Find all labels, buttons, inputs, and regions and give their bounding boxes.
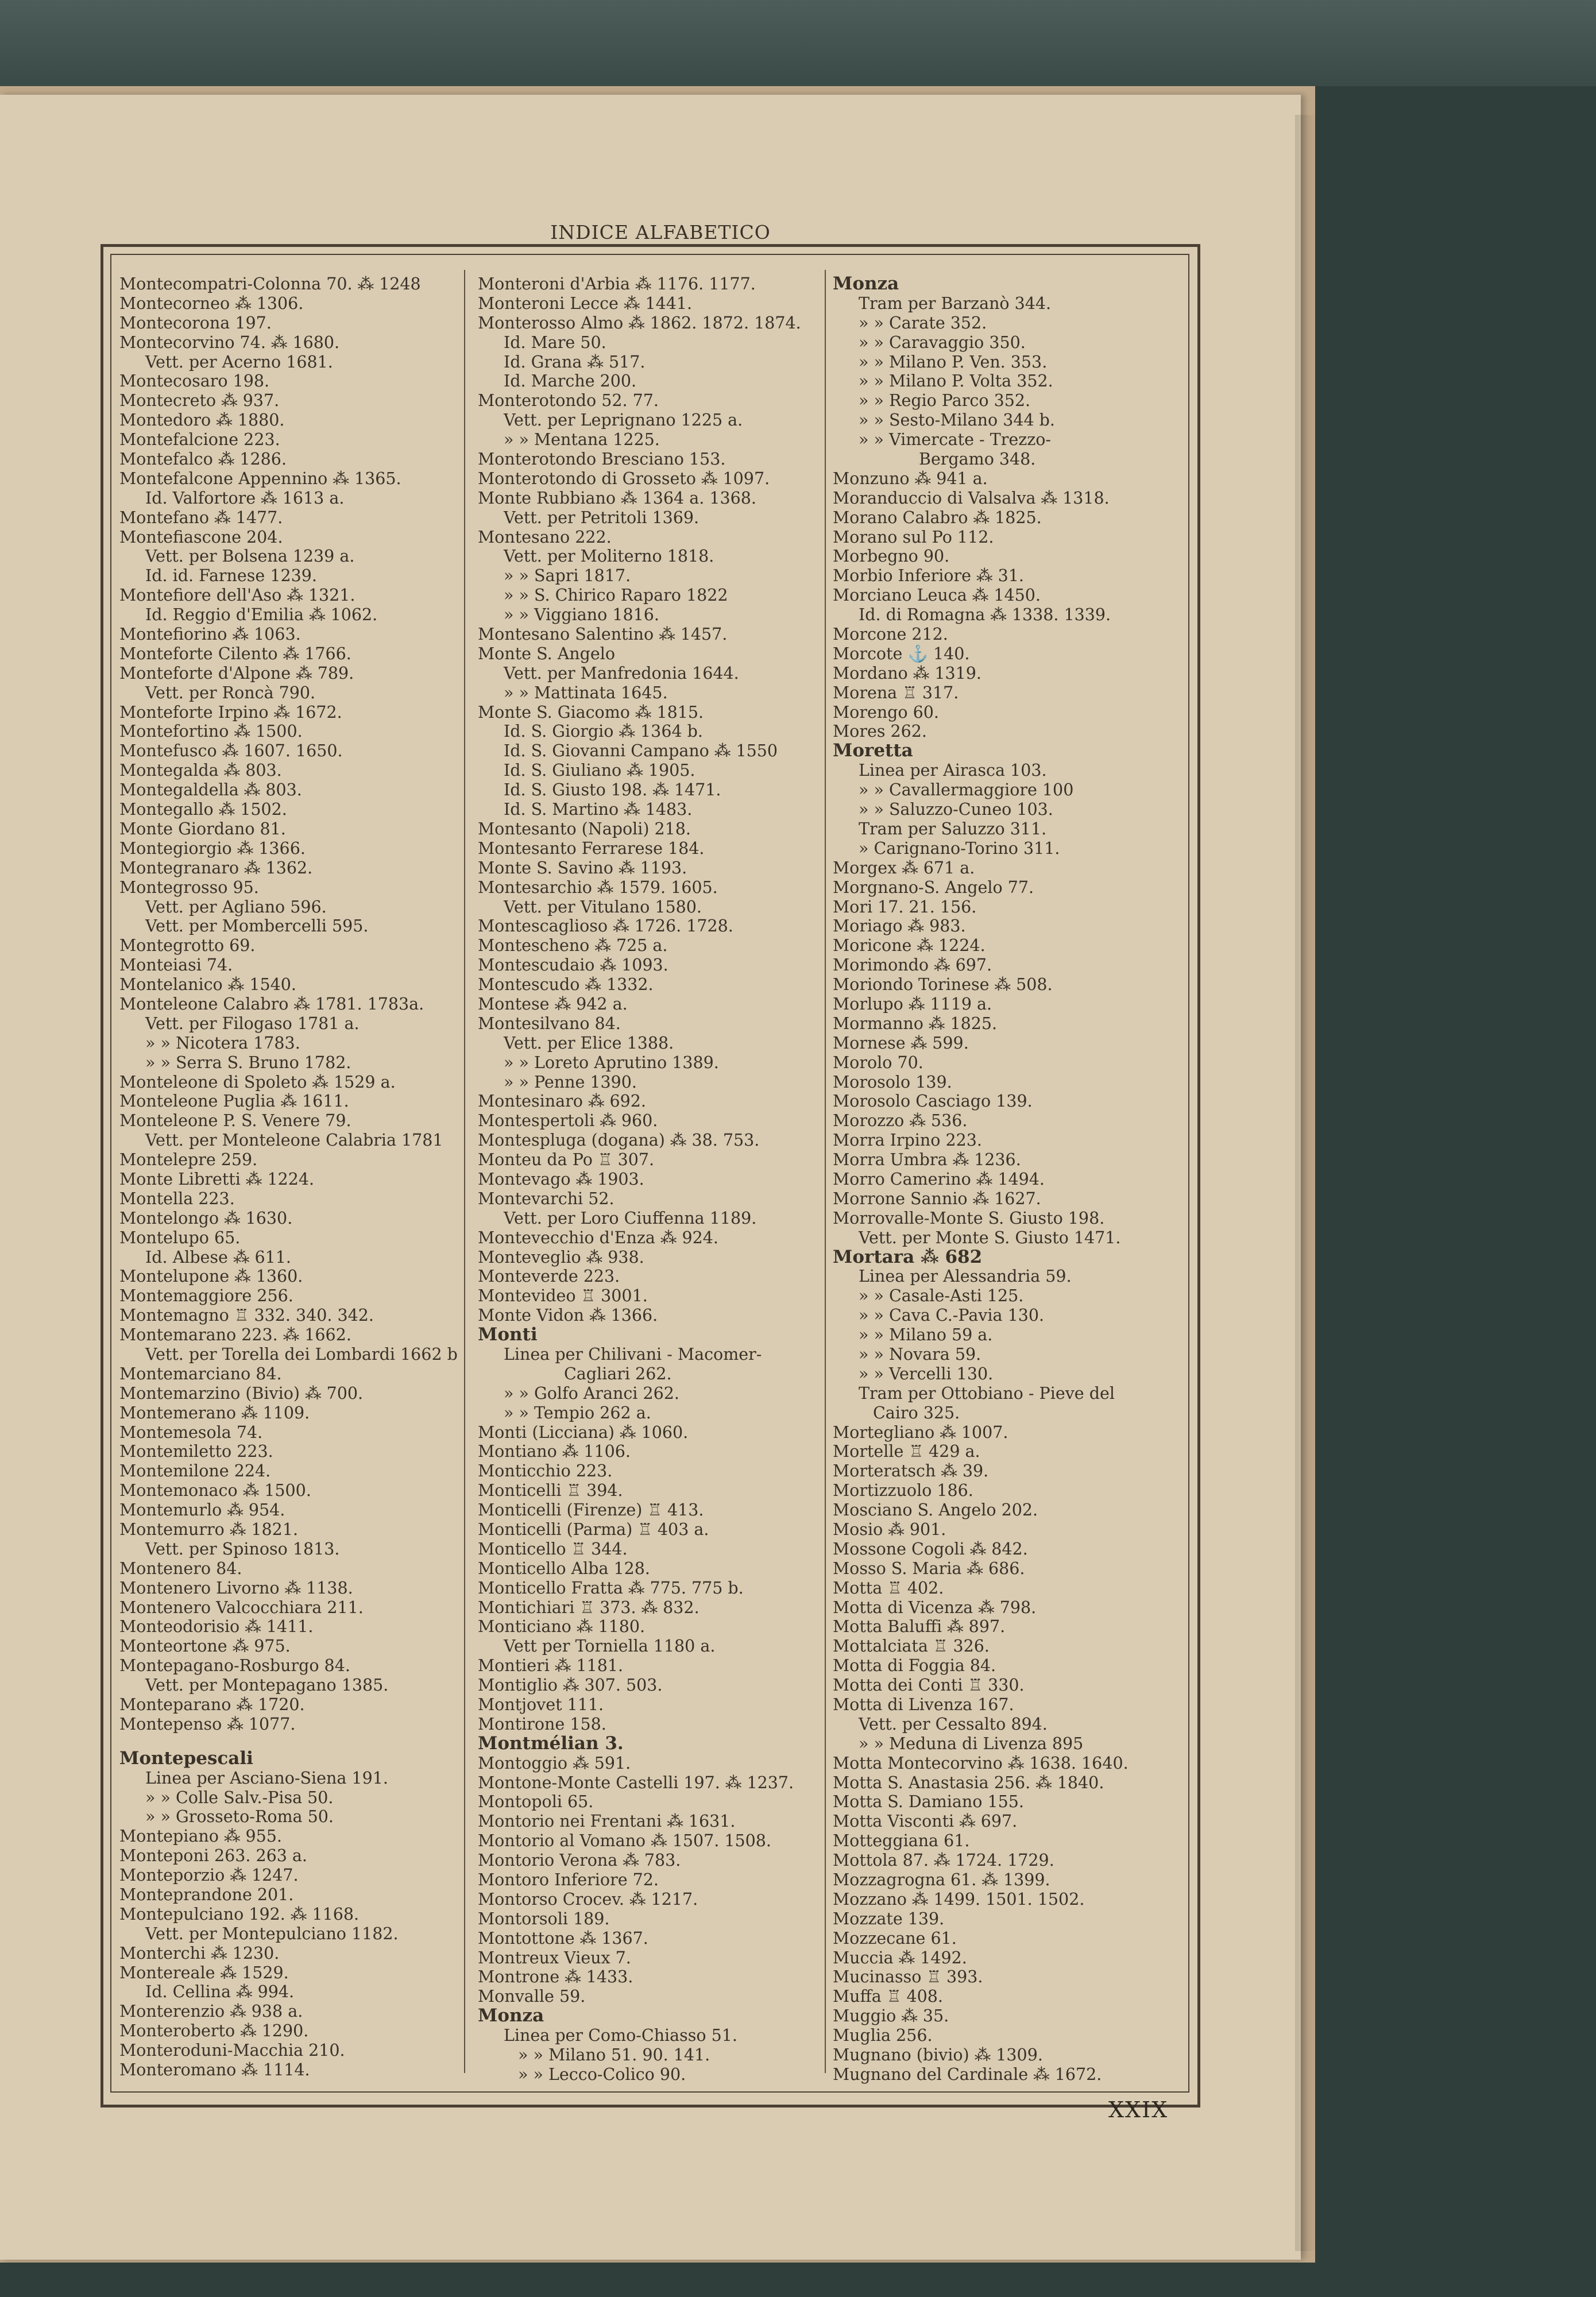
index-entry: Montemarano 223. ⁂ 1662.: [119, 1325, 351, 1345]
index-entry: Morrone Sannio ⁂ 1627.: [833, 1189, 1041, 1208]
index-entry: Monteromano ⁂ 1114.: [119, 2060, 310, 2080]
index-entry: Motta dei Conti ♖ 330.: [833, 1676, 1025, 1695]
index-entry: Montenero Livorno ⁂ 1138.: [119, 1578, 353, 1598]
index-entry: Monteu da Po ♖ 307.: [478, 1150, 655, 1170]
index-entry: Monte Vidon ⁂ 1366.: [478, 1306, 658, 1325]
index-entry: Morro Camerino ⁂ 1494.: [833, 1169, 1045, 1189]
index-heading: Monza: [833, 274, 899, 294]
index-entry: Montefano ⁂ 1477.: [119, 508, 283, 527]
index-entry: » » Milano 59 a.: [859, 1325, 993, 1345]
index-entry: Vett. per Loro Ciuffenna 1189.: [504, 1208, 757, 1228]
index-entry: Montecompatri-Colonna 70. ⁂ 1248: [119, 274, 421, 293]
index-entry: Id. Albese ⁂ 611.: [145, 1247, 291, 1267]
index-entry: Vett. per Bolsena 1239 a.: [145, 547, 355, 566]
index-entry: Mozzecane 61.: [833, 1928, 957, 1948]
index-entry: Morra Umbra ⁂ 1236.: [833, 1150, 1021, 1170]
index-entry: Muglia 256.: [833, 2026, 933, 2045]
index-entry: » » Colle Salv.-Pisa 50.: [145, 1788, 334, 1807]
index-entry: Vett. per Moliterno 1818.: [504, 547, 714, 566]
index-entry: Montenero 84.: [119, 1559, 242, 1578]
index-entry: Montescudaio ⁂ 1093.: [478, 956, 668, 975]
index-entry: Montecorona 197.: [119, 313, 272, 332]
index-entry: Montorio al Vomano ⁂ 1507. 1508.: [478, 1831, 771, 1851]
index-entry: » » Viggiano 1816.: [504, 605, 659, 625]
index-entry: Montescudo ⁂ 1332.: [478, 975, 654, 995]
index-entry: Montemagno ♖ 332. 340. 342.: [119, 1306, 374, 1325]
index-entry: Mores 262.: [833, 722, 927, 741]
index-entry: » » Sapri 1817.: [504, 566, 631, 586]
index-entry: Mori 17. 21. 156.: [833, 897, 977, 917]
index-entry: Montesarchio ⁂ 1579. 1605.: [478, 877, 718, 897]
index-entry: » » Caravaggio 350.: [859, 332, 1026, 352]
index-entry: Id. S. Giusto 198. ⁂ 1471.: [504, 780, 721, 800]
index-entry: Morbegno 90.: [833, 547, 950, 566]
index-heading: Montmélian 3.: [478, 1734, 624, 1754]
index-entry: Montjovet 111.: [478, 1695, 604, 1715]
spacer: [119, 1734, 458, 1749]
index-entry: Monterchi ⁂ 1230.: [119, 1943, 280, 1963]
index-entry: Montefiorino ⁂ 1063.: [119, 625, 301, 644]
index-entry: Vett. per Acerno 1681.: [145, 352, 333, 372]
index-entry: » » Cavallermaggiore 100: [859, 780, 1074, 800]
index-entry: Mossone Cogoli ⁂ 842.: [833, 1539, 1028, 1559]
index-entry: » » Mentana 1225.: [504, 430, 660, 450]
index-entry: Mugnano (bivio) ⁂ 1309.: [833, 2045, 1043, 2065]
index-entry: Vett. per Spinoso 1813.: [145, 1539, 340, 1559]
index-entry: » » Milano P. Volta 352.: [859, 372, 1053, 391]
index-entry: Muccia ⁂ 1492.: [833, 1948, 967, 1967]
index-entry: Montelepre 259.: [119, 1150, 258, 1170]
index-entry: Monteroni d'Arbia ⁂ 1176. 1177.: [478, 274, 756, 293]
index-entry: Montemesola 74.: [119, 1422, 263, 1442]
index-entry: Monteveglio ⁂ 938.: [478, 1247, 644, 1267]
index-entry: Morano Calabro ⁂ 1825.: [833, 508, 1042, 527]
index-column-2: [478, 274, 817, 2085]
index-entry: Montemurlo ⁂ 954.: [119, 1501, 285, 1520]
index-entry: Montelupone ⁂ 1360.: [119, 1267, 303, 1286]
index-entry: Id. Grana ⁂ 517.: [504, 352, 646, 372]
index-entry: Vett. per Montepagano 1385.: [145, 1676, 389, 1695]
index-entry: Id. S. Martino ⁂ 1483.: [504, 800, 693, 819]
index-entry: Id. id. Farnese 1239.: [145, 566, 317, 586]
index-entry: Cagliari 262.: [564, 1364, 672, 1383]
index-entry: Mortelle ♖ 429 a.: [833, 1442, 980, 1461]
index-entry: Vett. per Vitulano 1580.: [504, 897, 702, 917]
index-entry: Vett. per Manfredonia 1644.: [504, 663, 739, 683]
page-edge-shadow: [1295, 115, 1318, 2251]
index-entry: Motta di Vicenza ⁂ 798.: [833, 1598, 1037, 1617]
index-heading: Mortara ⁂ 682: [833, 1247, 983, 1267]
index-entry: Mormanno ⁂ 1825.: [833, 1014, 998, 1033]
index-entry: Montelanico ⁂ 1540.: [119, 975, 296, 995]
index-entry: » » Milano P. Ven. 353.: [859, 352, 1048, 372]
index-entry: Mottola 87. ⁂ 1724. 1729.: [833, 1851, 1054, 1870]
index-entry: Montespluga (dogana) ⁂ 38. 753.: [478, 1131, 760, 1150]
index-entry: Montirone 158.: [478, 1714, 606, 1734]
index-entry: Montepulciano 192. ⁂ 1168.: [119, 1904, 360, 1924]
index-entry: Monticelli ♖ 394.: [478, 1481, 623, 1501]
index-entry: Motta di Foggia 84.: [833, 1656, 996, 1676]
index-entry: Tram per Ottobiano - Pieve del: [859, 1383, 1115, 1403]
index-entry: Montespertoli ⁂ 960.: [478, 1111, 658, 1131]
index-entry: Montesano Salentino ⁂ 1457.: [478, 625, 728, 644]
index-entry: Monticello ♖ 344.: [478, 1539, 628, 1559]
index-entry: Montrone ⁂ 1433.: [478, 1967, 633, 1987]
index-entry: Moriago ⁂ 983.: [833, 917, 966, 936]
page-number: XXIX: [1108, 2097, 1169, 2122]
index-entry: Muggio ⁂ 35.: [833, 2006, 949, 2026]
index-entry: Morbio Inferiore ⁂ 31.: [833, 566, 1024, 586]
index-entry: Monteverde 223.: [478, 1267, 620, 1286]
index-entry: Mosio ⁂ 901.: [833, 1520, 946, 1539]
index-entry: Monterotondo di Grosseto ⁂ 1097.: [478, 469, 770, 488]
index-entry: Montegaldella ⁂ 803.: [119, 780, 302, 800]
index-entry: Morosolo Casciago 139.: [833, 1092, 1033, 1111]
index-entry: Morcone 212.: [833, 625, 948, 644]
index-heading: Moretta: [833, 741, 913, 761]
index-entry: Mozzagrogna 61. ⁂ 1399.: [833, 1870, 1050, 1890]
index-entry: Monte Giordano 81.: [119, 819, 286, 838]
index-entry: Montese ⁂ 942 a.: [478, 994, 628, 1014]
index-entry: Morolo 70.: [833, 1053, 923, 1072]
index-entry: Montichiari ♖ 373. ⁂ 832.: [478, 1598, 700, 1617]
index-entry: Monteroberto ⁂ 1290.: [119, 2021, 309, 2041]
index-entry: Monte S. Savino ⁂ 1193.: [478, 858, 687, 877]
index-entry: Montemerano ⁂ 1109.: [119, 1403, 310, 1422]
index-entry: Monteporzio ⁂ 1247.: [119, 1866, 299, 1885]
index-column-1: [119, 274, 458, 2080]
index-entry: Monticello Alba 128.: [478, 1559, 650, 1578]
index-entry: Montelongo ⁂ 1630.: [119, 1208, 293, 1228]
page-header: INDICE ALFABETICO: [550, 221, 771, 243]
index-entry: » » Grosseto-Roma 50.: [145, 1807, 334, 1827]
index-entry: Monteprandone 201.: [119, 1885, 294, 1905]
index-entry: Mugnano del Cardinale ⁂ 1672.: [833, 2064, 1102, 2084]
index-entry: Muffa ♖ 408.: [833, 1987, 943, 2006]
index-entry: Monteroduni-Macchia 210.: [119, 2041, 345, 2060]
index-entry: » » Vercelli 130.: [859, 1364, 994, 1383]
index-entry: Morimondo ⁂ 697.: [833, 956, 992, 975]
index-entry: Id. S. Giovanni Campano ⁂ 1550: [504, 741, 778, 761]
index-entry: Morosolo 139.: [833, 1072, 952, 1092]
index-entry: Monte S. Angelo: [478, 644, 616, 663]
index-entry: » » Milano 51. 90. 141.: [518, 2045, 710, 2065]
index-entry: Monterenzio ⁂ 938 a.: [119, 2002, 303, 2021]
index-entry: Motta ♖ 402.: [833, 1578, 944, 1598]
index-entry: » » Nicotera 1783.: [145, 1033, 300, 1053]
index-column-3: [833, 274, 1172, 2085]
index-entry: Montemarzino (Bivio) ⁂ 700.: [119, 1383, 364, 1403]
index-entry: Monteortone ⁂ 975.: [119, 1637, 291, 1656]
index-entry: Id. S. Giuliano ⁂ 1905.: [504, 761, 695, 780]
index-entry: Vett per Torniella 1180 a.: [504, 1637, 716, 1656]
index-entry: Montegrosso 95.: [119, 877, 259, 897]
index-entry: Motteggiana 61.: [833, 1831, 970, 1851]
index-heading: Monza: [478, 2006, 544, 2027]
index-entry: Morra Irpino 223.: [833, 1131, 982, 1150]
index-entry: Montescaglioso ⁂ 1726. 1728.: [478, 917, 733, 936]
index-entry: Monticiano ⁂ 1180.: [478, 1617, 646, 1637]
index-entry: Mosso S. Maria ⁂ 686.: [833, 1559, 1025, 1578]
index-entry: » » Meduna di Livenza 895: [859, 1734, 1084, 1753]
index-entry: Tram per Saluzzo 311.: [859, 819, 1047, 838]
index-entry: Mozzate 139.: [833, 1909, 945, 1928]
index-entry: Moriondo Torinese ⁂ 508.: [833, 975, 1053, 995]
index-entry: Monteleone P. S. Venere 79.: [119, 1111, 351, 1131]
index-entry: Montenero Valcocchiara 211.: [119, 1598, 364, 1617]
index-entry: » » Saluzzo-Cuneo 103.: [859, 800, 1053, 819]
index-entry: » » Casale-Asti 125.: [859, 1286, 1024, 1306]
index-entry: Mottalciata ♖ 326.: [833, 1637, 990, 1656]
index-entry: Tram per Barzanò 344.: [859, 293, 1052, 313]
index-entry: Linea per Airasca 103.: [859, 761, 1047, 780]
index-entry: Montefalco ⁂ 1286.: [119, 450, 287, 469]
index-entry: Montedoro ⁂ 1880.: [119, 411, 285, 430]
index-entry: Montefalcone Appennino ⁂ 1365.: [119, 469, 401, 488]
index-entry: Monticchio 223.: [478, 1461, 613, 1481]
index-entry: Montecreto ⁂ 937.: [119, 391, 280, 411]
index-entry: Vett. per Montepulciano 1182.: [145, 1924, 399, 1943]
index-heading: Monti: [478, 1325, 538, 1345]
index-entry: Morozzo ⁂ 536.: [833, 1111, 968, 1131]
index-entry: Montorio nei Frentani ⁂ 1631.: [478, 1812, 736, 1831]
index-entry: Linea per Alessandria 59.: [859, 1267, 1072, 1286]
index-entry: Montefiore dell'Aso ⁂ 1321.: [119, 586, 355, 605]
index-entry: Mucinasso ♖ 393.: [833, 1967, 983, 1987]
index-entry: » » Tempio 262 a.: [504, 1403, 651, 1422]
index-entry: Monte Libretti ⁂ 1224.: [119, 1169, 315, 1189]
index-entry: Montepenso ⁂ 1077.: [119, 1714, 296, 1734]
index-entry: Id. Reggio d'Emilia ⁂ 1062.: [145, 605, 378, 625]
index-entry: Vett. per Monte S. Giusto 1471.: [859, 1228, 1121, 1247]
index-entry: Montiano ⁂ 1106.: [478, 1442, 631, 1461]
index-entry: Morteratsch ⁂ 39.: [833, 1461, 989, 1481]
index-entry: » » Vimercate - Trezzo-: [859, 430, 1052, 450]
index-entry: Vett. per Filogaso 1781 a.: [145, 1014, 360, 1033]
index-entry: Linea per Chilivani - Macomer-: [504, 1344, 762, 1364]
index-entry: Montefiascone 204.: [119, 527, 283, 547]
index-entry: Monticelli (Parma) ♖ 403 a.: [478, 1520, 709, 1539]
index-entry: Montefortino ⁂ 1500.: [119, 722, 303, 741]
index-entry: Morciano Leuca ⁂ 1450.: [833, 586, 1041, 605]
index-entry: Montemaggiore 256.: [119, 1286, 293, 1306]
index-entry: Monteleone di Spoleto ⁂ 1529 a.: [119, 1072, 396, 1092]
index-entry: » » Novara 59.: [859, 1344, 981, 1364]
index-entry: Vett. per Elice 1388.: [504, 1033, 674, 1053]
index-entry: Mosciano S. Angelo 202.: [833, 1501, 1038, 1520]
index-entry: Montevideo ♖ 3001.: [478, 1286, 648, 1306]
index-entry: Vett. per Monteleone Calabria 1781: [145, 1131, 443, 1150]
index-entry: Montecorvino 74. ⁂ 1680.: [119, 332, 340, 352]
index-entry: Montereale ⁂ 1529.: [119, 1963, 289, 1982]
index-entry: Vett. per Cessalto 894.: [859, 1714, 1048, 1734]
index-entry: Morgnano-S. Angelo 77.: [833, 877, 1034, 897]
index-entry: Vett. per Petritoli 1369.: [504, 508, 700, 527]
index-entry: Motta S. Anastasia 256. ⁂ 1840.: [833, 1773, 1104, 1792]
background-desk: [0, 0, 1596, 86]
index-entry: » » Regio Parco 352.: [859, 391, 1031, 411]
index-entry: » » Sesto-Milano 344 b.: [859, 411, 1055, 430]
index-entry: Montegiorgio ⁂ 1366.: [119, 838, 306, 858]
index-entry: Montecosaro 198.: [119, 372, 270, 391]
index-entry: Montesanto (Napoli) 218.: [478, 819, 691, 838]
index-entry: Montieri ⁂ 1181.: [478, 1656, 624, 1676]
index-entry: Bergamo 348.: [919, 450, 1036, 469]
index-entry: Mortizzuolo 186.: [833, 1481, 973, 1501]
index-entry: Montorio Verona ⁂ 783.: [478, 1851, 681, 1870]
index-entry: Linea per Asciano-Siena 191.: [145, 1768, 388, 1788]
index-entry: Cairo 325.: [873, 1403, 960, 1422]
index-entry: Montecorneo ⁂ 1306.: [119, 293, 304, 313]
index-entry: Morano sul Po 112.: [833, 527, 994, 547]
index-entry: Monzuno ⁂ 941 a.: [833, 469, 988, 488]
index-entry: Monticello Fratta ⁂ 775. 775 b.: [478, 1578, 744, 1598]
index-entry: Montoro Inferiore 72.: [478, 1870, 659, 1890]
index-entry: » » Cava C.-Pavia 130.: [859, 1306, 1045, 1325]
index-entry: Montepagano-Rosburgo 84.: [119, 1656, 350, 1676]
index-entry: » » Mattinata 1645.: [504, 683, 668, 702]
index-entry: Montreux Vieux 7.: [478, 1948, 631, 1967]
index-entry: Monteleone Calabro ⁂ 1781. 1783a.: [119, 994, 424, 1014]
index-entry: Id. Marche 200.: [504, 372, 637, 391]
index-entry: Morena ♖ 317.: [833, 683, 959, 702]
index-entry: Montone-Monte Castelli 197. ⁂ 1237.: [478, 1773, 794, 1792]
index-entry: Montegranaro ⁂ 1362.: [119, 858, 313, 877]
index-entry: Morcote ⚓ 140.: [833, 644, 970, 663]
column-divider: [464, 270, 465, 2073]
index-entry: Montorsoli 189.: [478, 1909, 610, 1928]
index-entry: Moricone ⁂ 1224.: [833, 936, 986, 956]
index-entry: Mortegliano ⁂ 1007.: [833, 1422, 1008, 1442]
index-entry: Motta S. Damiano 155.: [833, 1792, 1024, 1812]
index-entry: Morengo 60.: [833, 702, 939, 722]
index-entry: Mornese ⁂ 599.: [833, 1033, 969, 1053]
index-entry: Montefusco ⁂ 1607. 1650.: [119, 741, 343, 761]
index-entry: Mozzano ⁂ 1499. 1501. 1502.: [833, 1889, 1085, 1909]
index-entry: Vett. per Leprignano 1225 a.: [504, 411, 743, 430]
index-entry: » » Penne 1390.: [504, 1072, 637, 1092]
index-entry: Montottone ⁂ 1367.: [478, 1928, 648, 1948]
index-entry: Montemurro ⁂ 1821.: [119, 1520, 299, 1539]
index-entry: Montegalda ⁂ 803.: [119, 761, 282, 780]
index-entry: Vett. per Torella dei Lombardi 1662 b: [145, 1344, 458, 1364]
index-entry: Monteforte d'Alpone ⁂ 789.: [119, 663, 354, 683]
index-entry: Montemilone 224.: [119, 1461, 271, 1481]
index-entry: Montesinaro ⁂ 692.: [478, 1092, 646, 1111]
index-entry: Mordano ⁂ 1319.: [833, 663, 981, 683]
index-entry: » Carignano-Torino 311.: [859, 838, 1060, 858]
index-entry: Montevarchi 52.: [478, 1189, 615, 1208]
index-entry: Montegrotto 69.: [119, 936, 256, 956]
index-entry: Monte Rubbiano ⁂ 1364 a. 1368.: [478, 488, 756, 508]
index-entry: Morrovalle-Monte S. Giusto 198.: [833, 1208, 1105, 1228]
index-entry: Montesilvano 84.: [478, 1014, 621, 1033]
index-entry: Monti (Licciana) ⁂ 1060.: [478, 1422, 689, 1442]
index-entry: Montemonaco ⁂ 1500.: [119, 1481, 311, 1501]
index-entry: Montescheno ⁂ 725 a.: [478, 936, 668, 956]
index-entry: Vett. per Mombercelli 595.: [145, 917, 369, 936]
index-entry: Vett. per Agliano 596.: [145, 897, 327, 917]
index-entry: Id. Valfortore ⁂ 1613 a.: [145, 488, 345, 508]
index-entry: Id. Cellina ⁂ 994.: [145, 1982, 295, 2002]
index-entry: Monteroni Lecce ⁂ 1441.: [478, 293, 693, 313]
index-entry: Montevago ⁂ 1903.: [478, 1169, 644, 1189]
index-entry: Montesanto Ferrarese 184.: [478, 838, 705, 858]
index-entry: » » Carate 352.: [859, 313, 987, 332]
index-entry: » » Serra S. Bruno 1782.: [145, 1053, 351, 1072]
index-entry: » » Loreto Aprutino 1389.: [504, 1053, 719, 1072]
index-entry: Monteponi 263. 263 a.: [119, 1846, 307, 1866]
index-entry: Monteleone Puglia ⁂ 1611.: [119, 1092, 349, 1111]
index-entry: Montemiletto 223.: [119, 1442, 273, 1461]
index-entry: Monteparano ⁂ 1720.: [119, 1695, 305, 1715]
index-entry: » » Golfo Aranci 262.: [504, 1383, 679, 1403]
index-entry: Monteforte Cilento ⁂ 1766.: [119, 644, 351, 663]
index-entry: Monvalle 59.: [478, 1987, 586, 2006]
index-entry: Vett. per Roncà 790.: [145, 683, 316, 702]
index-entry: Monterotondo Bresciano 153.: [478, 450, 726, 469]
index-heading: Montepescali: [119, 1749, 253, 1769]
index-entry: Moranduccio di Valsalva ⁂ 1318.: [833, 488, 1110, 508]
column-divider: [825, 270, 826, 2073]
index-entry: Morlupo ⁂ 1119 a.: [833, 994, 992, 1014]
index-entry: Montevecchio d'Enza ⁂ 924.: [478, 1228, 718, 1247]
index-entry: Id. Mare 50.: [504, 332, 606, 352]
index-entry: Montiglio ⁂ 307. 503.: [478, 1676, 663, 1695]
index-entry: Monticelli (Firenze) ♖ 413.: [478, 1501, 704, 1520]
index-entry: Montopoli 65.: [478, 1792, 594, 1812]
index-entry: Linea per Como-Chiasso 51.: [504, 2026, 737, 2045]
index-entry: Monteodorisio ⁂ 1411.: [119, 1617, 314, 1637]
index-entry: Morgex ⁂ 671 a.: [833, 858, 975, 877]
index-entry: Montoggio ⁂ 591.: [478, 1753, 631, 1773]
index-entry: Montella 223.: [119, 1189, 235, 1208]
index-entry: Montemarciano 84.: [119, 1364, 282, 1383]
index-entry: Montesano 222.: [478, 527, 612, 547]
index-entry: Montefalcione 223.: [119, 430, 280, 450]
index-entry: Montelupo 65.: [119, 1228, 241, 1247]
index-entry: Id. S. Giorgio ⁂ 1364 b.: [504, 722, 703, 741]
index-entry: » » S. Chirico Raparo 1822: [504, 586, 728, 605]
index-entry: Montegallo ⁂ 1502.: [119, 800, 287, 819]
index-entry: Monterosso Almo ⁂ 1862. 1872. 1874.: [478, 313, 801, 332]
index-entry: » » Lecco-Colico 90.: [518, 2064, 686, 2084]
index-entry: Motta Visconti ⁂ 697.: [833, 1812, 1018, 1831]
index-entry: Motta Baluffi ⁂ 897.: [833, 1617, 1006, 1637]
index-entry: Motta Montecorvino ⁂ 1638. 1640.: [833, 1753, 1129, 1773]
index-entry: Motta di Livenza 167.: [833, 1695, 1014, 1715]
index-entry: Montepiano ⁂ 955.: [119, 1827, 282, 1846]
index-entry: Monteiasi 74.: [119, 956, 233, 975]
index-entry: Id. di Romagna ⁂ 1338. 1339.: [859, 605, 1111, 625]
index-entry: Monteforte Irpino ⁂ 1672.: [119, 702, 342, 722]
index-entry: Monterotondo 52. 77.: [478, 391, 659, 411]
index-entry: Montorso Crocev. ⁂ 1217.: [478, 1889, 698, 1909]
index-entry: Monte S. Giacomo ⁂ 1815.: [478, 702, 704, 722]
